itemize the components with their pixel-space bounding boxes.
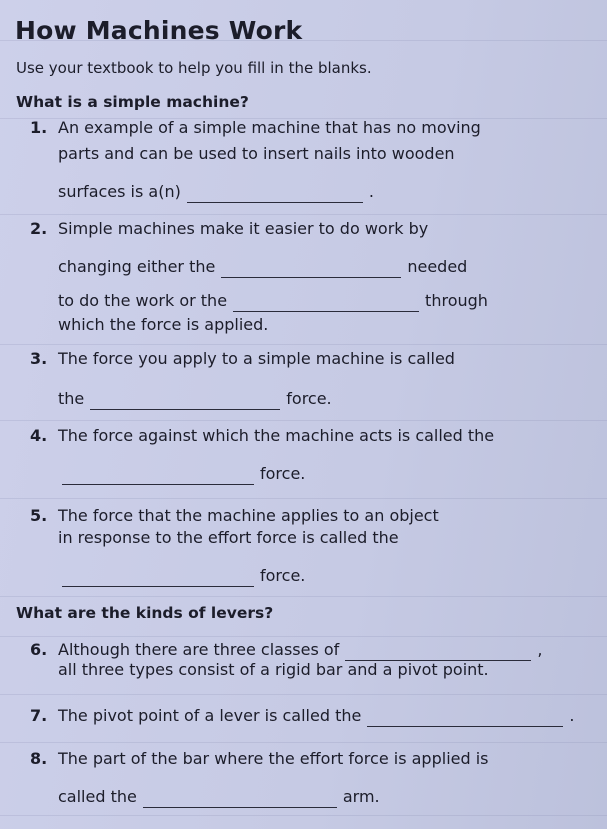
question-text: force.	[286, 389, 332, 408]
question-text: The pivot point of a lever is called the	[58, 706, 362, 725]
question-number: 2.	[30, 219, 48, 238]
question-text: to do the work or the	[58, 291, 228, 310]
question-number: 8.	[30, 749, 48, 768]
question-text: changing either the	[58, 257, 216, 276]
answer-blank-5[interactable]	[62, 569, 254, 587]
question-text: ,	[537, 640, 543, 659]
question-text: .	[569, 706, 575, 725]
question-number: 7.	[30, 706, 48, 725]
question-text: needed	[407, 257, 468, 276]
question-text: force.	[260, 464, 306, 483]
answer-blank-1[interactable]	[187, 185, 363, 203]
answer-blank-3[interactable]	[90, 392, 280, 410]
question-text: force.	[260, 566, 306, 585]
answer-blank-2b[interactable]	[233, 294, 419, 312]
question-text: The force you apply to a simple machine is called	[58, 349, 455, 368]
question-text: parts and can be used to insert nails into wooden	[58, 144, 455, 163]
question-number: 5.	[30, 506, 48, 525]
question-text: arm.	[342, 787, 380, 806]
question-text: The force against which the machine acts is called the	[58, 426, 495, 445]
question-number: 3.	[30, 349, 48, 368]
question-number: 6.	[30, 640, 48, 659]
question-text: through	[425, 291, 488, 310]
question-text: An example of a simple machine that has no moving	[58, 118, 481, 137]
question-text: in response to the effort force is called the	[58, 528, 399, 547]
question-text: called the	[58, 787, 137, 806]
question-text: which the force is applied.	[58, 315, 269, 334]
answer-blank-7[interactable]	[367, 709, 563, 727]
instructions: Use your textbook to help you fill in the blanks.	[16, 59, 372, 77]
section-heading-simple-machine: What is a simple machine?	[16, 93, 249, 111]
question-text: .	[368, 182, 374, 201]
answer-blank-4[interactable]	[62, 467, 254, 485]
answer-blank-2a[interactable]	[221, 260, 401, 278]
question-text: all three types consist of a rigid bar and a pivot point.	[58, 660, 489, 679]
question-text: surfaces is a(n)	[58, 182, 181, 201]
question-text: The force that the machine applies to an object	[58, 506, 439, 525]
answer-blank-8[interactable]	[143, 790, 337, 808]
section-heading-levers: What are the kinds of levers?	[16, 604, 274, 622]
question-text: Simple machines make it easier to do work by	[58, 219, 429, 238]
question-number: 4.	[30, 426, 48, 445]
question-text: Although there are three classes of	[58, 640, 340, 659]
question-text: the	[58, 389, 85, 408]
worksheet-title: How Machines Work	[15, 16, 303, 45]
question-number: 1.	[30, 118, 48, 137]
question-text: The part of the bar where the effort force is applied is	[58, 749, 489, 768]
